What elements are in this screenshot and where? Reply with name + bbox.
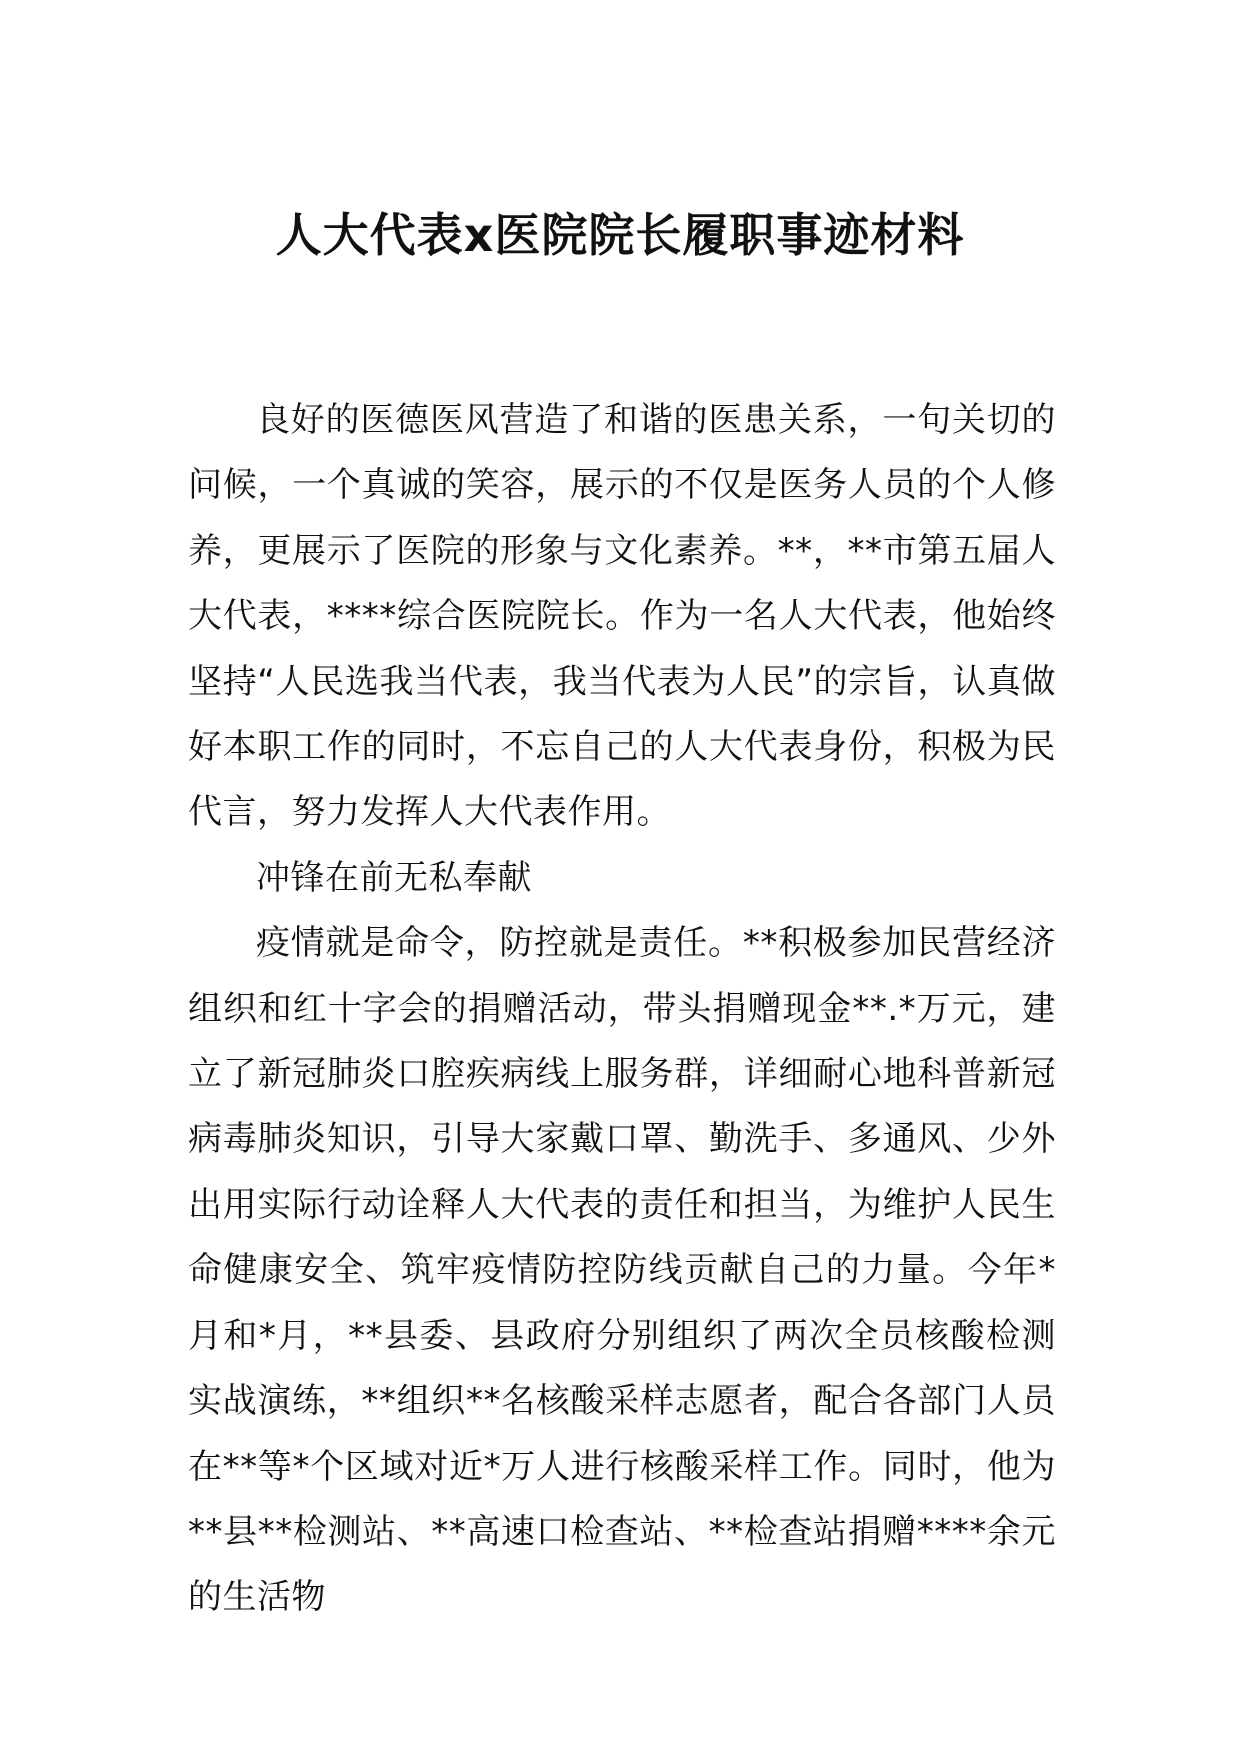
document-title: 人大代表x医院院长履职事迹材料 [275, 208, 965, 262]
paragraph-intro: 良好的医德医风营造了和谐的医患关系，一句关切的问候，一个真诚的笑容，展示的不仅是医务人员的个人修养，更展示了医院的形象与文化素养。**，**市第五届人大代表，****综合医院院长。作为一名人大代表，他始终坚持“人民选我当代表，我当代表为人民”的宗旨，认真做好本职工作的同时，不忘自己的人大代表身份，积极为民代言，努力发挥人大代表作用。 [188, 400, 1056, 833]
document-body [188, 388, 1056, 1631]
section-heading: 冲锋在前无私奉献 [256, 857, 532, 898]
paragraph-epidemic: 疫情就是命令，防控就是责任。**积极参加民营经济组织和红十字会的捐赠活动，带头捐赠现金**.*万元，建立了新冠肺炎口腔疾病线上服务群，详细耐心地科普新冠病毒肺炎知识，引导大家戴口罩、勤洗手、多通风、少外出用实际行动诠释人大代表的责任和担当，为维护人民生命健康安全、筑牢疫情防控防线贡献自己的力量。今年*月和*月，**县委、县政府分别组织了两次全员核酸检测实战演练，**组织**名核酸采样志愿者，配合各部门人员在**等*个区域对近*万人进行核酸采样工作。同时，他为**县**检测站、**高速口检查站、**检查站捐赠****余元的生活物 [188, 923, 1056, 1618]
